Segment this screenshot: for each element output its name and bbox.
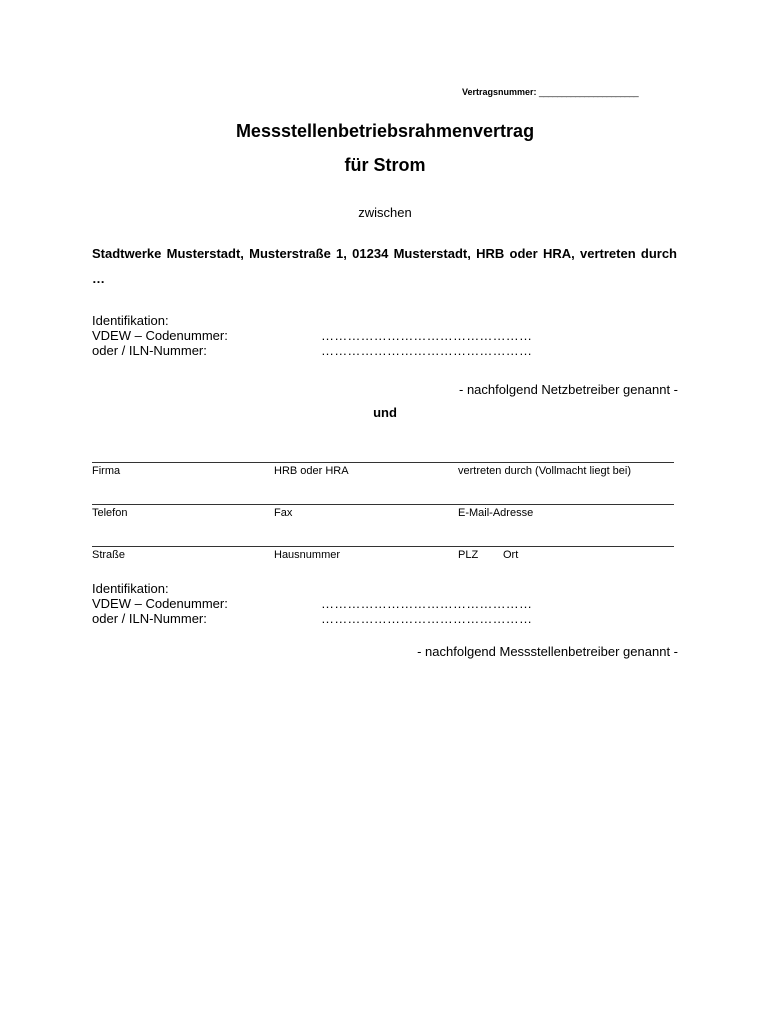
- between-label: zwischen: [358, 205, 412, 220]
- field-caption-represented-by: vertreten durch (Vollmacht liegt bei): [458, 465, 632, 477]
- field-caption-fax: Fax: [274, 507, 293, 519]
- party1-id-label: Identifikation:: [92, 313, 169, 328]
- party1-description: Stadtwerke Musterstadt, Musterstraße 1, 01234 Musterstadt, HRB oder HRA, vertreten durch …: [92, 246, 677, 286]
- party2-id-label: Identifikation:: [92, 581, 169, 596]
- field-caption-house-number: Hausnummer: [274, 549, 341, 561]
- party1-vdew-label: VDEW – Codenummer:: [92, 328, 228, 343]
- party1-vdew-value: …………………………………………: [321, 328, 533, 343]
- field-caption-registry: HRB oder HRA: [274, 465, 349, 477]
- field-caption-email: E-Mail-Adresse: [458, 507, 534, 519]
- contract-number-field: [462, 87, 638, 97]
- party1-identification: [92, 313, 228, 358]
- and-label: und: [373, 405, 397, 420]
- field-caption-city: Ort: [503, 549, 519, 561]
- field-caption-company: Firma: [92, 465, 121, 477]
- document-subtitle: für Strom: [344, 155, 426, 175]
- field-caption-street: Straße: [92, 549, 126, 561]
- party1-iln-value: …………………………………………: [321, 343, 533, 358]
- party1-role: - nachfolgend Netzbetreiber genannt -: [459, 382, 678, 397]
- party2-vdew-label: VDEW – Codenummer:: [92, 596, 228, 611]
- form-line-address: [92, 546, 674, 547]
- contract-number-label: Vertragsnummer:: [462, 87, 537, 97]
- party2-identification: [92, 581, 228, 626]
- field-caption-postcode: PLZ: [458, 549, 479, 561]
- party2-role: - nachfolgend Messstellenbetreiber genannt -: [417, 644, 678, 659]
- party2-iln-value: …………………………………………: [321, 611, 533, 626]
- party1-iln-label: oder / ILN-Nummer:: [92, 343, 207, 358]
- party2-vdew-value: …………………………………………: [321, 596, 533, 611]
- form-line-contact: [92, 504, 674, 505]
- document-title: Messstellenbetriebsrahmenvertrag: [235, 121, 535, 141]
- form-line-company: [92, 462, 674, 463]
- field-caption-phone: Telefon: [92, 507, 128, 519]
- contract-number-blank: ______________________: [539, 87, 639, 97]
- party2-iln-label: oder / ILN-Nummer:: [92, 611, 207, 626]
